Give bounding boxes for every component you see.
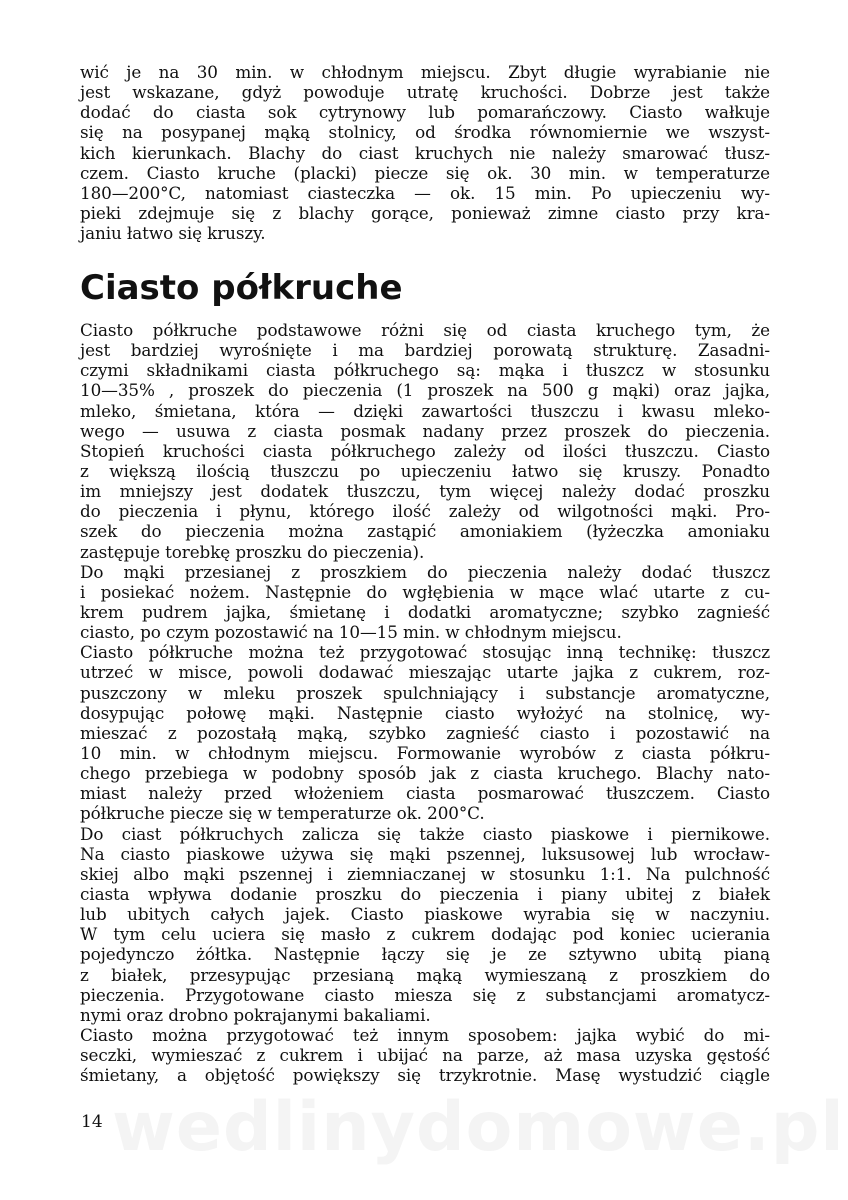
text-line: seczki, wymieszać z cukrem i ubijać na parze, aż masa uzyska gęstość (80, 1045, 770, 1066)
text-line: szek do pieczenia można zastąpić amoniakiem (łyżeczka amoniaku (80, 521, 770, 542)
text-line: zastępuje torebkę proszku do pieczenia). (80, 541, 425, 562)
text-line: kich kierunkach. Blachy do ciast kruchych nie należy smarować tłusz- (80, 142, 770, 163)
text-line: nymi oraz drobno pokrajanymi bakaliami. (80, 1004, 431, 1025)
text-line: dosypując połowę mąki. Następnie ciasto wyłożyć na stolnicę, wy- (80, 702, 770, 723)
text-line: Do mąki przesianej z proszkiem do pieczenia należy dodać tłuszcz (80, 561, 770, 582)
text-line: czymi składnikami ciasta półkruchego są: mąka i tłuszcz w stosunku (80, 360, 770, 381)
text-line: z białek, przesypując przesianą mąką wymieszaną z proszkiem do (80, 964, 770, 985)
text-line: śmietany, a objętość powiększy się trzykrotnie. Masę wystudzić ciągle (80, 1065, 770, 1086)
section-heading: Ciasto półkruche (80, 268, 403, 308)
text-line: Na ciasto piaskowe używa się mąki pszennej, luksusowej lub wrocław- (80, 843, 770, 864)
text-line: się na posypanej mąką stolnicy, od środka równomiernie we wszyst- (80, 122, 770, 143)
text-line: jest wskazane, gdyż powoduje utratę kruchości. Dobrze jest także (80, 82, 770, 103)
text-line: jest bardziej wyrośnięte i ma bardziej porowatą strukturę. Zasadni- (80, 340, 770, 361)
text-line: lub ubitych całych jajek. Ciasto piaskowe wyrabia się w naczyniu. (80, 904, 770, 925)
text-line: Stopień kruchości ciasta półkruchego zależy od ilości tłuszczu. Ciasto (80, 440, 770, 461)
section-body (80, 320, 770, 1085)
text-line: dodać do ciasta sok cytrynowy lub pomarańczowy. Ciasto wałkuje (80, 102, 770, 123)
text-line: miast należy przed włożeniem ciasta posmarować tłuszczem. Ciasto (80, 783, 770, 804)
text-line: wego — usuwa z ciasta posmak nadany przez proszek do pieczenia. (80, 420, 770, 441)
text-line: im mniejszy jest dodatek tłuszczu, tym więcej należy dodać proszku (80, 481, 770, 502)
text-line: z większą ilością tłuszczu po upieczeniu łatwo się kruszy. Ponadto (80, 460, 770, 481)
text-line: 180—200°C, natomiast ciasteczka — ok. 15 min. Po upieczeniu wy- (80, 182, 770, 203)
text-line: krem pudrem jajka, śmietanę i dodatki aromatyczne; szybko zagnieść (80, 601, 770, 622)
text-line: pieki zdejmuje się z blachy gorące, ponieważ zimne ciasto przy kra- (80, 202, 770, 223)
text-line: Ciasto półkruche można też przygotować stosując inną technikę: tłuszcz (80, 642, 770, 663)
text-line: utrzeć w misce, powoli dodawać mieszając utarte jajka z cukrem, roz- (80, 662, 770, 683)
intro-paragraph (80, 62, 770, 243)
text-line: do pieczenia i płynu, którego ilość zależy od wilgotności mąki. Pro- (80, 501, 770, 522)
text-line: chego przebiega w podobny sposób jak z ciasta kruchego. Blachy nato- (80, 763, 770, 784)
text-line: 10 min. w chłodnym miejscu. Formowanie wyrobów z ciasta półkru- (80, 742, 770, 763)
text-line: Ciasto półkruche podstawowe różni się od ciasta kruchego tym, że (80, 320, 770, 340)
text-line: mieszać z pozostałą mąką, szybko zagnieść ciasto i pozostawić na (80, 722, 770, 743)
text-line: Ciasto można przygotować też innym sposobem: jajka wybić do mi- (80, 1024, 770, 1045)
text-line: W tym celu uciera się masło z cukrem dodając pod koniec ucierania (80, 924, 770, 945)
page-number: 14 (81, 1112, 103, 1132)
text-line: i posiekać nożem. Następnie do wgłębienia w mące wlać utarte z cu- (80, 581, 770, 602)
text-line: janiu łatwo się kruszy. (80, 223, 266, 244)
site-watermark: wedlinydomowe.pl (112, 1088, 845, 1167)
text-line: wić je na 30 min. w chłodnym miejscu. Zbyt długie wyrabianie nie (80, 62, 770, 82)
text-line: pojedynczo żółtka. Następnie łączy się je ze sztywno ubitą pianą (80, 944, 770, 965)
text-line: skiej albo mąki pszennej i ziemniaczanej w stosunku 1:1. Na pulchność (80, 863, 770, 884)
text-line: czem. Ciasto kruche (placki) piecze się ok. 30 min. w temperaturze (80, 162, 770, 183)
text-line: ciasto, po czym pozostawić na 10—15 min. w chłodnym miejscu. (80, 622, 622, 643)
text-line: ciasta wpływa dodanie proszku do pieczenia i piany ubitej z białek (80, 883, 770, 904)
text-line: Do ciast półkruchych zalicza się także ciasto piaskowe i piernikowe. (80, 823, 770, 844)
text-line: półkruche piecze się w temperaturze ok. 200°C. (80, 803, 485, 824)
text-line: puszczony w mleku proszek spulchniający i substancje aromatyczne, (80, 682, 770, 703)
text-line: pieczenia. Przygotowane ciasto miesza się z substancjami aromatycz- (80, 984, 770, 1005)
text-line: mleko, śmietana, która — dzięki zawartości tłuszczu i kwasu mleko- (80, 400, 770, 421)
text-line: 10—35% , proszek do pieczenia (1 proszek na 500 g mąki) oraz jajka, (80, 380, 770, 401)
